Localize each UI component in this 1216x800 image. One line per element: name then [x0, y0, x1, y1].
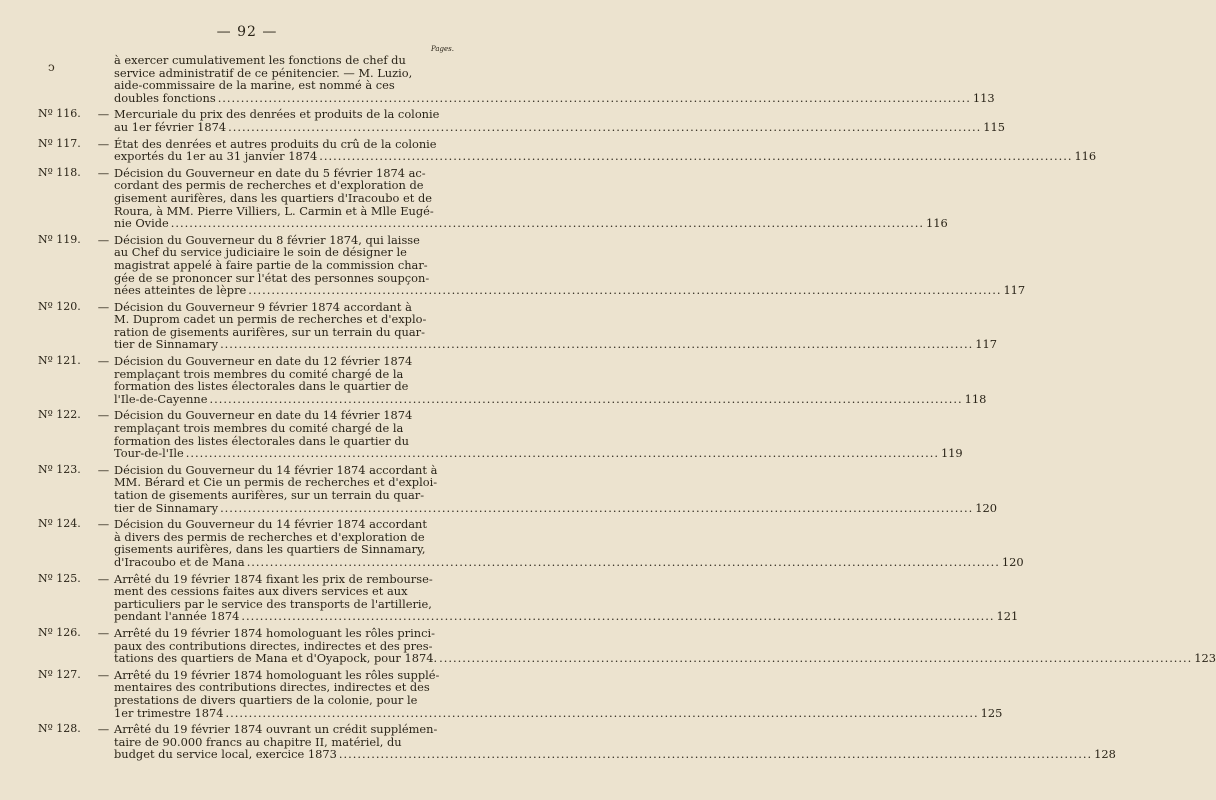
continuation-text	[114, 54, 995, 104]
dot-leader	[339, 748, 1092, 761]
entry-line-end: doubles fonctions	[114, 90, 216, 105]
entry-line: ment des cessions faites aux divers services et aux	[114, 584, 408, 599]
entry-dash: —	[97, 136, 110, 151]
list-item	[38, 299, 997, 352]
list-item	[38, 354, 987, 406]
entry-dash: —	[97, 165, 110, 180]
entry-line: ration de gisements aurifères, sur un terrain du quar-	[114, 324, 425, 339]
entry-number: Nº 126.	[38, 625, 81, 639]
entry-text	[114, 138, 1096, 163]
entry-line: État des denrées et autres produits du crû de la colonie	[114, 136, 437, 151]
entry-text	[114, 167, 948, 230]
entry-line: au Chef du service judiciaire le soin de désigner le	[114, 245, 407, 260]
entry-number: Nº 125.	[38, 571, 81, 585]
entry-number: Nº 117.	[38, 136, 81, 150]
entry-line-end: budget du service local, exercice 1873	[114, 747, 337, 762]
entry-line-end: au 1er février 1874	[114, 119, 227, 134]
entry-dash: —	[97, 517, 110, 532]
dot-leader	[319, 150, 1072, 163]
page-number: — 92 —	[216, 24, 278, 40]
page-reference: 116	[1074, 149, 1097, 164]
entry-line: particuliers par le service des transports de l'artillerie,	[114, 596, 432, 611]
entry-number: Nº 118.	[38, 165, 81, 179]
continuation-entry	[38, 53, 995, 105]
list-item	[38, 165, 948, 231]
entry-line: mentaires des contributions directes, indirectes et des	[114, 680, 430, 695]
entry-dash: —	[97, 571, 110, 586]
entry-line-end: tier de Sinnamary	[114, 337, 219, 352]
entry-number: Nº 116.	[38, 107, 81, 121]
entry-line-end: d'Iracoubo et de Mana	[114, 554, 245, 569]
entry-last-line	[114, 652, 1216, 665]
entry-dash: —	[97, 232, 110, 247]
page-reference: 123	[1194, 651, 1216, 666]
entry-line: Arrêté du 19 février 1874 fixant les prix de rembourse-	[114, 571, 433, 586]
list-item	[38, 232, 1026, 298]
entry-number: Nº 124.	[38, 517, 81, 531]
entry-text	[114, 518, 1024, 568]
entry-line: formation des listes électorales dans le quartier du	[114, 433, 409, 448]
entry-line: remplaçant trois membres du comité chargé de la	[114, 421, 404, 436]
entry-last-line	[114, 338, 997, 351]
dot-leader	[171, 217, 924, 230]
page-reference: 120	[1001, 554, 1024, 569]
list-item	[38, 625, 1216, 666]
list-item	[38, 462, 997, 515]
page-reference: 128	[1094, 747, 1116, 762]
entry-line: Mercuriale du prix des denrées et produits de la colonie	[114, 107, 440, 122]
entry-line: Décision du Gouverneur en date du 5 février 1874 ac-	[114, 165, 426, 180]
entry-line: Arrêté du 19 février 1874 homologuant les rôles supplé-	[114, 667, 440, 682]
entry-line: prestations de divers quartiers de la colonie, pour le	[114, 692, 418, 707]
entry-line: paux des contributions directes, indirectes et des pres-	[114, 638, 433, 653]
entry-line: MM. Bérard et Cie un permis de recherches et d'exploi-	[114, 475, 438, 490]
entry-line: gée de se prononcer sur l'état des personnes soupçon-	[114, 270, 430, 285]
entry-number: Nº 121.	[38, 354, 81, 368]
list-item	[38, 107, 1006, 134]
page-reference: 113	[972, 90, 995, 105]
entry-last-line	[114, 707, 1002, 720]
entry-number: Nº 127.	[38, 667, 81, 681]
dot-leader	[439, 652, 1192, 665]
entry-line-end: nées atteintes de lèpre	[114, 283, 247, 298]
entry-number: Nº 119.	[38, 232, 81, 246]
entry-line-end: l'Ile-de-Cayenne	[114, 391, 208, 406]
entry-last-line	[114, 748, 1116, 761]
entry-line-end: Tour-de-l'Ile	[114, 446, 184, 461]
entry-last-line	[114, 393, 986, 406]
entry-line: taire de 90.000 francs au chapitre II, matériel, du	[114, 734, 402, 749]
entry-text	[114, 669, 1002, 719]
entry-last-line	[114, 556, 1024, 569]
dot-leader	[209, 393, 962, 406]
entry-line: aide-commissaire de la marine, est nommé à ces	[114, 78, 395, 93]
entry-text	[114, 355, 986, 405]
entry-line-end: tations des quartiers de Mana et d'Oyapock, pour 1874.	[114, 651, 438, 666]
entry-text	[114, 234, 1025, 297]
margin-mark-icon: ↄ	[48, 60, 55, 74]
entry-text	[114, 409, 963, 459]
table-of-contents	[38, 53, 1216, 762]
entry-line-end: exportés du 1er au 31 janvier 1874	[114, 149, 318, 164]
entry-line-end: 1er trimestre 1874	[114, 705, 224, 720]
entry-line: à divers des permis de recherches et d'exploration de	[114, 529, 425, 544]
dot-leader	[241, 610, 994, 623]
entry-text	[114, 301, 997, 351]
entry-number: Nº 128.	[38, 722, 81, 736]
entry-number: Nº 122.	[38, 408, 81, 422]
page-reference: 117	[975, 337, 997, 352]
entry-last-line	[114, 610, 1018, 623]
entry-number: Nº 120.	[38, 299, 81, 313]
entry-line: magistrat appelé à faire partie de la commission char-	[114, 257, 428, 272]
entry-last-line	[114, 284, 1025, 297]
entry-line-end: nie Ovide	[114, 216, 169, 231]
entry-last-line	[114, 92, 995, 105]
entry-line-end: tier de Sinnamary	[114, 500, 219, 515]
entry-dash: —	[97, 462, 110, 477]
entry-dash: —	[97, 107, 110, 122]
entry-line: service administratif de ce pénitencier. — M. Luzio,	[114, 65, 413, 80]
dot-leader	[247, 556, 1000, 569]
entry-last-line	[114, 447, 963, 460]
entry-dash: —	[97, 625, 110, 640]
entry-line: formation des listes électorales dans le quartier de	[114, 379, 409, 394]
page-reference: 118	[964, 391, 987, 406]
entry-text	[114, 627, 1216, 665]
entry-line: M. Duprom cadet un permis de recherches et d'explo-	[114, 312, 427, 327]
entry-line-end: pendant l'année 1874	[114, 609, 240, 624]
dot-leader	[225, 707, 978, 720]
entry-last-line	[114, 217, 948, 230]
list-item	[38, 136, 1097, 164]
entry-text	[114, 464, 997, 514]
entry-line: Roura, à MM. Pierre Villiers, L. Carmin et à Mlle Eugé-	[114, 203, 434, 218]
page-reference: 125	[980, 705, 1003, 720]
page-reference: 120	[975, 500, 997, 515]
dot-leader	[220, 338, 973, 351]
entry-line: Décision du Gouverneur en date du 14 février 1874	[114, 408, 413, 423]
page-reference: 121	[996, 609, 1019, 624]
entry-dash: —	[97, 722, 110, 737]
entry-line: cordant des permis de recherches et d'exploration de	[114, 178, 424, 193]
dot-leader	[248, 284, 1001, 297]
page-reference: 115	[983, 119, 1006, 134]
dot-leader	[228, 121, 981, 134]
entry-text	[114, 723, 1116, 761]
entry-last-line	[114, 502, 997, 515]
list-item	[38, 667, 1003, 720]
entry-line: gisements aurifères, dans les quartiers de Sinnamary,	[114, 542, 426, 557]
entry-dash: —	[97, 408, 110, 423]
entry-line: Décision du Gouverneur du 14 février 1874 accordant à	[114, 462, 438, 477]
entry-number: Nº 123.	[38, 462, 81, 476]
entry-dash: —	[97, 354, 110, 369]
entry-line: Décision du Gouverneur du 14 février 1874 accordant	[114, 517, 427, 532]
dot-leader	[186, 447, 939, 460]
page-reference: 116	[925, 216, 948, 231]
entry-dash: —	[97, 667, 110, 682]
list-item	[38, 408, 963, 461]
entry-line: tation de gisements aurifères, sur un terrain du quar-	[114, 488, 425, 502]
entry-text	[114, 108, 1005, 133]
list-item	[38, 571, 1019, 624]
list-item	[38, 722, 1116, 762]
page-reference: 117	[1003, 283, 1026, 298]
pages-column-label: Pages.	[430, 45, 454, 53]
entry-text	[114, 573, 1018, 623]
dot-leader	[218, 92, 971, 105]
entry-last-line	[114, 150, 1096, 163]
entry-line: remplaçant trois membres du comité chargé de la	[114, 366, 404, 381]
entry-dash: —	[97, 299, 110, 314]
entry-line: gisement aurifères, dans les quartiers d'Iracoubo et de	[114, 190, 432, 205]
list-item	[38, 517, 1024, 569]
entry-last-line	[114, 121, 1005, 134]
entry-line: Décision du Gouverneur en date du 12 février 1874	[114, 354, 413, 369]
entry-line: Décision du Gouverneur du 8 février 1874, qui laisse	[114, 232, 420, 247]
entry-line: Arrêté du 19 février 1874 ouvrant un crédit supplémen-	[114, 722, 438, 737]
entry-line: Arrêté du 19 février 1874 homologuant les rôles princi-	[114, 625, 435, 640]
entry-line: Décision du Gouverneur 9 février 1874 accordant à	[114, 299, 412, 314]
dot-leader	[220, 502, 973, 515]
entry-line: à exercer cumulativement les fonctions de chef du	[114, 53, 406, 67]
page-reference: 119	[940, 446, 963, 461]
